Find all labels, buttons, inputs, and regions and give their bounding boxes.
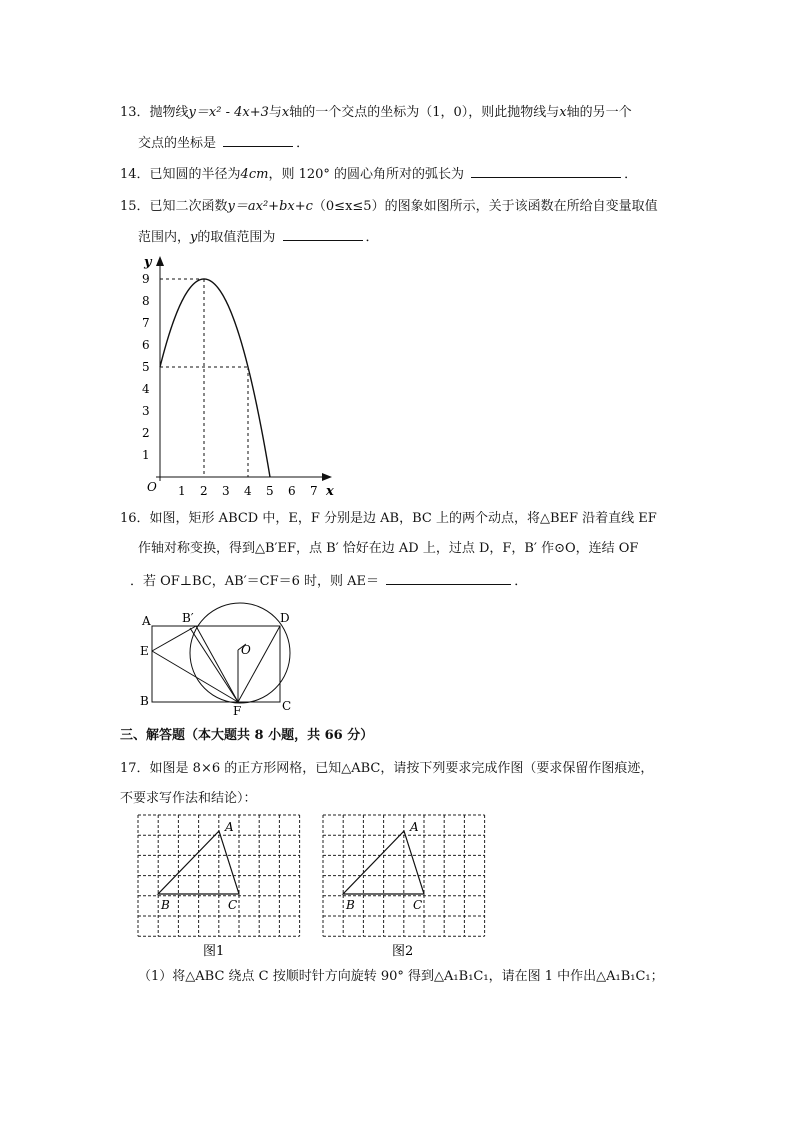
q15-text: 的取值范围为: [197, 230, 276, 245]
q13-var: x: [281, 105, 290, 120]
grid1-caption: 图1: [203, 944, 225, 959]
origin-label: O: [147, 480, 157, 494]
parabola-graph: [130, 252, 345, 502]
y-tick-label: 3: [142, 404, 150, 418]
q15-line2: [138, 228, 379, 247]
q13-line2: [138, 134, 309, 153]
y-axis-label: y: [144, 255, 152, 270]
q13-text: 13．抛物线: [120, 105, 189, 120]
q17-line2: 不要求写作法和结论）：: [120, 791, 257, 806]
x-axis-label: x: [326, 484, 334, 499]
segment-b-prime-f: [196, 626, 238, 702]
x-axis-arrow: [322, 473, 332, 481]
q13-text: 轴的一个交点的坐标为（1，0），则此抛物线与: [289, 105, 560, 120]
q17-sub1: （1）将△ABC 绕点 C 按顺时针方向旋转 90° 得到△A₁B₁C₁，请在图 1 中作出△A₁B₁C₁；: [138, 969, 664, 984]
q14-text: ．: [624, 167, 638, 182]
x-tick-label: 3: [222, 484, 230, 498]
x-tick-label: 6: [288, 484, 296, 498]
y-tick-label: 2: [142, 426, 150, 440]
grid2-label-a: A: [410, 820, 419, 834]
segment-ef: [152, 651, 238, 702]
q14-line: [120, 165, 637, 184]
grid2-label-b: B: [346, 898, 355, 912]
x-tick-label: 7: [310, 484, 318, 498]
q13-answer-blank[interactable]: [223, 134, 293, 147]
grid-figure-1: [135, 812, 305, 962]
y-tick-label: 5: [142, 360, 150, 374]
q14-text: ，则 120° 的圆心角所对的弧长为: [268, 167, 465, 182]
circle-o: [190, 603, 290, 703]
q13-text: 交点的坐标是: [138, 136, 217, 151]
grid-figure-2: [320, 812, 490, 962]
q15-answer-blank[interactable]: [283, 228, 363, 241]
label-d: D: [280, 611, 290, 625]
q14-answer-blank[interactable]: [471, 165, 621, 178]
label-a: A: [142, 614, 151, 628]
q15-text: 范围内，: [138, 230, 191, 245]
section-3-header: 三、解答题（本大题共 8 小题，共 66 分）: [120, 728, 374, 743]
q15-text: 15．已知二次函数: [120, 199, 228, 214]
label-b-prime: B′: [182, 611, 194, 625]
q14-text: 14．已知圆的半径为: [120, 167, 241, 182]
y-tick-label: 8: [142, 294, 150, 308]
grid1-label-b: B: [161, 898, 170, 912]
grid2-caption: 图2: [392, 944, 414, 959]
parabola-curve: [160, 279, 270, 477]
q14-radius: 4cm: [240, 167, 269, 182]
q15-text: ．: [365, 230, 379, 245]
label-e: E: [140, 644, 149, 658]
grid2-label-c: C: [413, 898, 423, 912]
grid1-label-a: A: [225, 820, 234, 834]
q13-var: x: [559, 105, 567, 120]
q15-equation: y＝ax²+bx+c: [227, 199, 313, 214]
label-o: O: [241, 643, 251, 657]
q16-answer-blank[interactable]: [386, 572, 511, 585]
rectangle-abcd: [152, 626, 280, 702]
label-c: C: [282, 699, 292, 713]
segment-eb-prime: [152, 626, 196, 651]
q13-equation: y＝x² - 4x+3: [188, 105, 269, 120]
rectangle-circle-figure: [130, 598, 305, 718]
q13-line1: [120, 104, 632, 122]
y-tick-label: 4: [142, 382, 150, 396]
y-tick-label: 1: [142, 448, 150, 462]
x-tick-label: 2: [200, 484, 208, 498]
q16-text: ．: [514, 574, 528, 589]
q13-text: 与: [268, 105, 282, 120]
q15-var: y: [190, 230, 198, 245]
grid1-label-c: C: [228, 898, 238, 912]
q13-text: ．: [296, 136, 310, 151]
q16-text: ．若 OF⊥BC，AB′＝CF＝6 时，则 AE＝: [130, 574, 380, 589]
q16-line2: 作轴对称变换，得到△B′EF，点 B′ 恰好在边 AD 上，过点 D，F，B′ 作⊙O，连结 OF: [138, 541, 639, 556]
y-tick-label: 7: [142, 316, 150, 330]
y-tick-label: 9: [142, 272, 150, 286]
label-b: B: [140, 694, 149, 708]
x-tick-label: 1: [178, 484, 186, 498]
q15-text: （0≤x≤5）的图象如图所示，关于该函数在所给自变量取值: [312, 199, 658, 214]
q17-line1: 17．如图是 8×6 的正方形网格，已知△ABC，请按下列要求完成作图（要求保留作图痕迹，: [120, 761, 654, 776]
x-tick-label: 5: [266, 484, 274, 498]
segment-chord: [190, 628, 238, 702]
y-tick-label: 6: [142, 338, 150, 352]
y-axis-arrow: [156, 256, 164, 266]
q13-text: 轴的另一个: [566, 105, 632, 120]
q16-line3: [130, 572, 527, 591]
x-tick-label: 4: [244, 484, 252, 498]
q16-line1: 16．如图，矩形 ABCD 中，E，F 分别是边 AB，BC 上的两个动点，将△BEF 沿着直线 EF: [120, 511, 657, 526]
label-f: F: [233, 704, 242, 718]
q15-line1: [120, 198, 658, 216]
